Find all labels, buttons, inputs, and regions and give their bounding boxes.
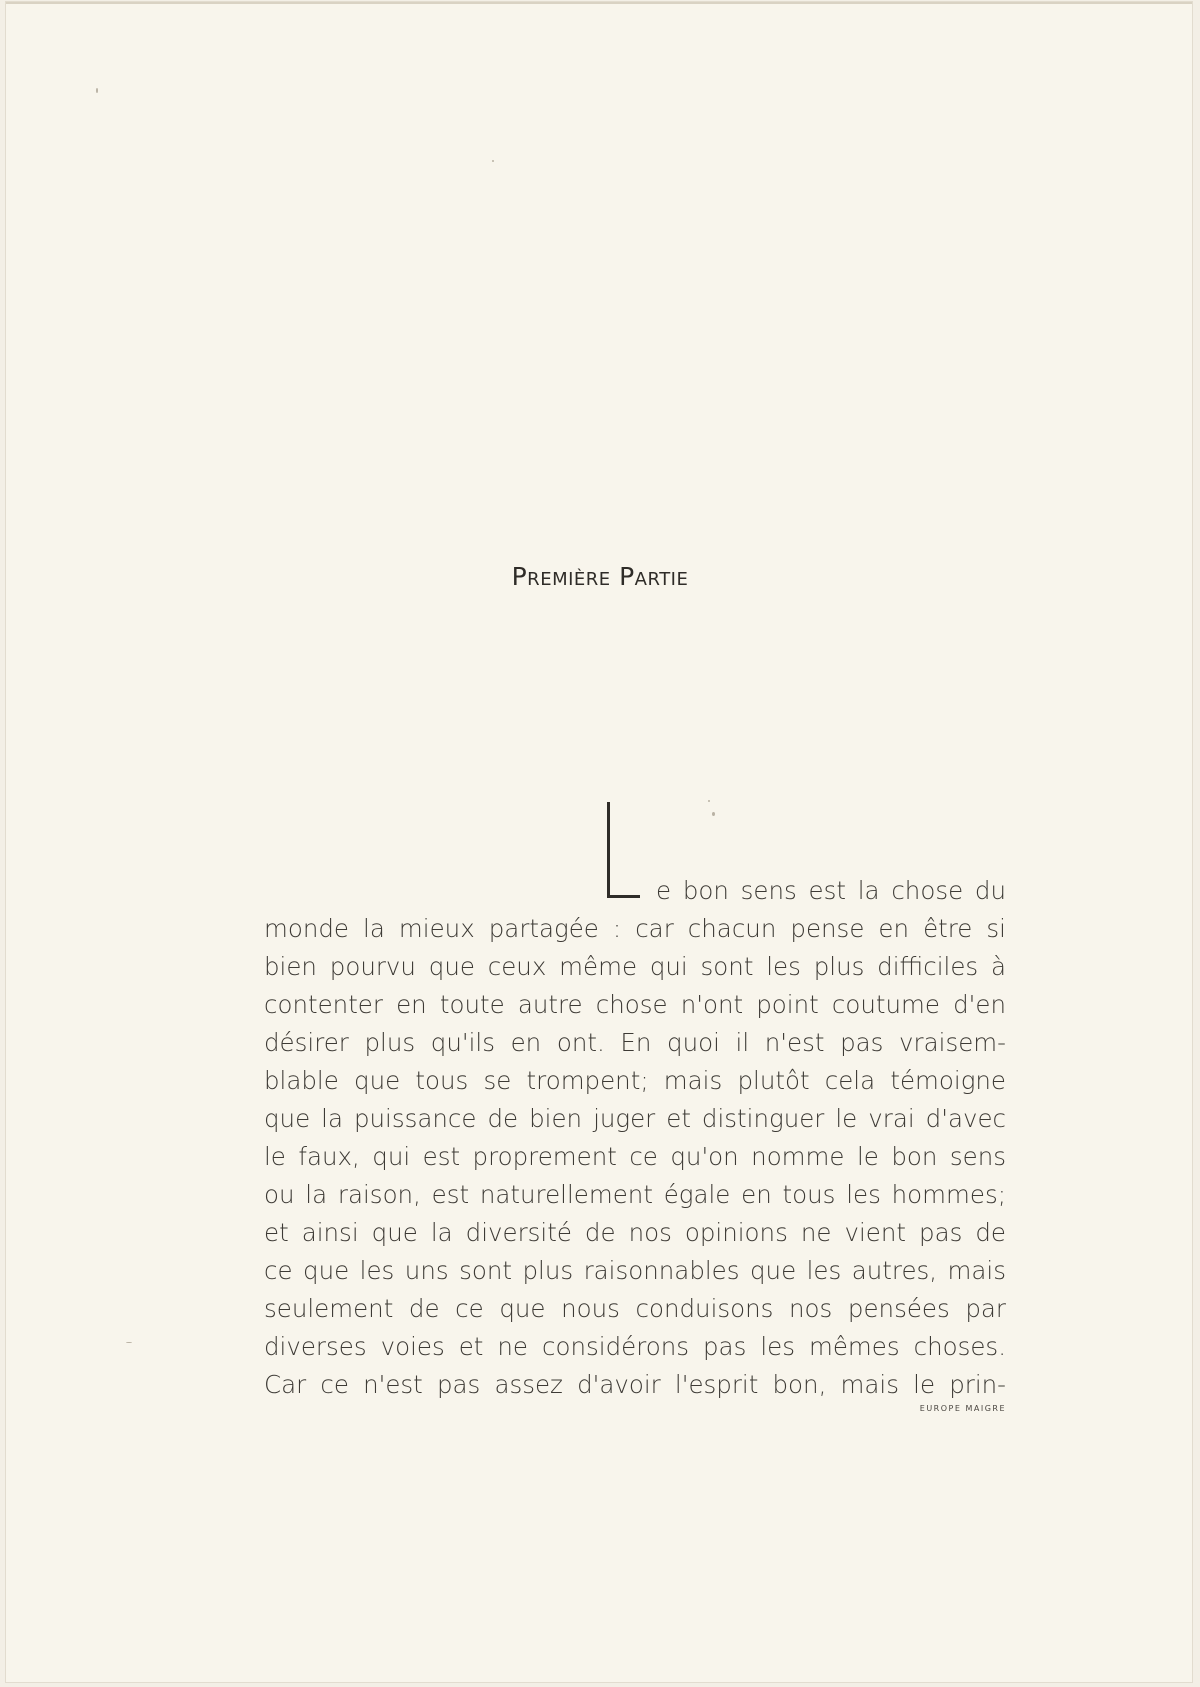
paragraph-line: le faux, qui est proprement ce qu'on nomme le bon sens	[264, 1142, 1006, 1171]
paragraph-line: contenter en toute autre chose n'ont point coutume d'en	[264, 990, 1006, 1019]
paragraph-line: monde la mieux partagée : car chacun pense en être si	[264, 914, 1006, 943]
paper-speck	[492, 160, 494, 162]
paper-speck	[712, 812, 715, 816]
paragraph-line: désirer plus qu'ils en ont. En quoi il n'est pas vraisem-	[264, 1028, 1006, 1057]
paragraph-line: et ainsi que la diversité de nos opinions ne vient pas de	[264, 1218, 1006, 1247]
paragraph-line: ou la raison, est naturellement égale en tous les hommes;	[264, 1180, 1006, 1209]
page-sheet	[6, 2, 1192, 1682]
paragraph-line: diverses voies et ne considérons pas les mêmes choses.	[264, 1332, 1006, 1361]
paragraph-line: bien pourvu que ceux même qui sont les plus difficiles à	[264, 952, 1006, 981]
paper-speck	[126, 1342, 132, 1343]
paper-speck	[708, 800, 710, 802]
body-paragraph	[264, 872, 1006, 1404]
part-heading: Première Partie	[511, 562, 689, 591]
paragraph-line: Car ce n'est pas assez d'avoir l'esprit bon, mais le prin-	[264, 1370, 1006, 1399]
paragraph-line: seulement de ce que nous conduisons nos pensées par	[264, 1294, 1006, 1323]
paragraph-line: ce que les uns sont plus raisonnables que les autres, mais	[264, 1256, 1006, 1285]
page-top-edge	[6, 2, 1192, 4]
printer-signature: EUROPE MAIGRE	[919, 1404, 1006, 1413]
paragraph-line: e bon sens est la chose du	[656, 876, 1006, 905]
paragraph-line: blable que tous se trompent; mais plutôt cela témoigne	[264, 1066, 1006, 1095]
paper-speck	[96, 88, 98, 93]
paragraph-line: que la puissance de bien juger et distinguer le vrai d'avec	[264, 1104, 1006, 1133]
